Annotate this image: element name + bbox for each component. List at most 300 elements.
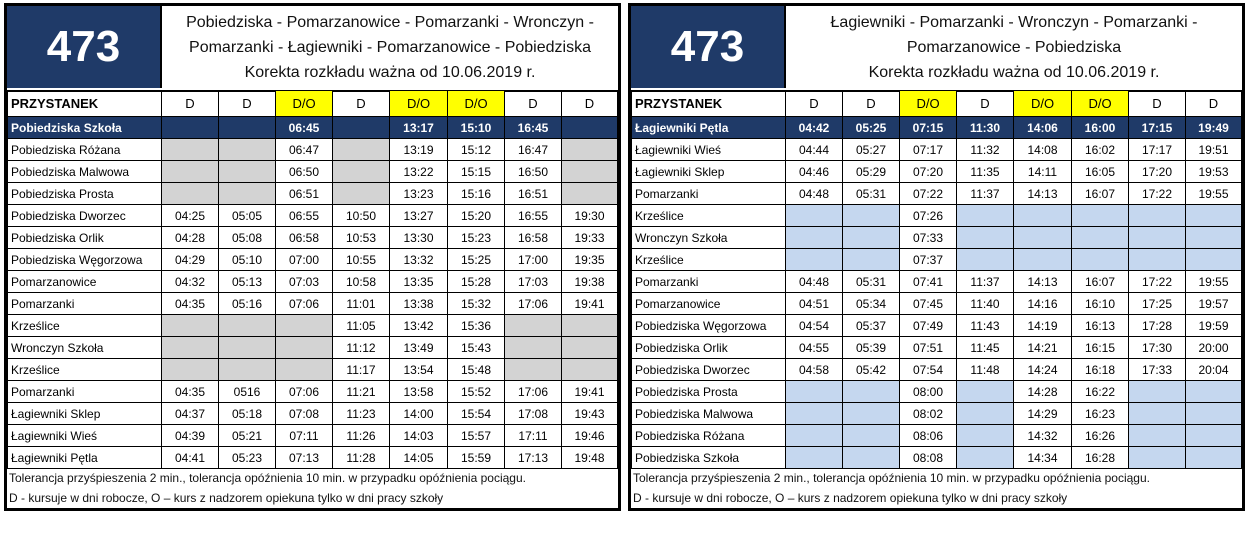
departure-time (1129, 447, 1186, 469)
departure-time: 0516 (219, 381, 276, 403)
table-row (8, 249, 618, 271)
departure-time (219, 161, 276, 183)
departure-time (1014, 227, 1072, 249)
departure-time: 16:00 (1072, 117, 1129, 139)
departure-time: 11:43 (957, 315, 1014, 337)
departure-time: 11:05 (333, 315, 390, 337)
departure-time: 19:57 (1186, 293, 1242, 315)
departure-time (957, 205, 1014, 227)
departure-time: 17:20 (1129, 161, 1186, 183)
trip-type-header: D (957, 91, 1014, 117)
table-row (632, 381, 1242, 403)
departure-time: 07:41 (900, 271, 957, 293)
departure-time (957, 249, 1014, 271)
departure-time (1186, 205, 1242, 227)
departure-time: 04:35 (162, 381, 219, 403)
departure-time: 16:45 (505, 117, 562, 139)
departure-time: 11:37 (957, 271, 1014, 293)
departure-time: 19:33 (562, 227, 618, 249)
departure-time: 07:15 (900, 117, 957, 139)
departure-time (276, 359, 333, 381)
table-row (632, 425, 1242, 447)
departure-time: 08:00 (900, 381, 957, 403)
departure-time: 15:15 (448, 161, 505, 183)
departure-time: 07:11 (276, 425, 333, 447)
departure-time: 17:22 (1129, 183, 1186, 205)
departure-time (786, 381, 843, 403)
departure-time (1186, 249, 1242, 271)
departure-time: 14:06 (1014, 117, 1072, 139)
table-row (632, 249, 1242, 271)
stop-name: Pobiedziska Malwowa (8, 161, 162, 183)
departure-time: 14:13 (1014, 183, 1072, 205)
departure-time (957, 381, 1014, 403)
departure-time (562, 139, 618, 161)
stop-column-header: PRZYSTANEK (8, 91, 162, 117)
timetable-panel-outbound (4, 3, 621, 511)
departure-time (1129, 381, 1186, 403)
departure-time (1186, 227, 1242, 249)
departure-time: 05:31 (843, 271, 900, 293)
departure-time: 15:52 (448, 381, 505, 403)
departure-time: 04:44 (786, 139, 843, 161)
stop-column-header: PRZYSTANEK (632, 91, 786, 117)
departure-time (219, 117, 276, 139)
departure-time: 11:28 (333, 447, 390, 469)
departure-time: 07:22 (900, 183, 957, 205)
departure-time: 13:17 (390, 117, 448, 139)
departure-time: 13:58 (390, 381, 448, 403)
departure-time (505, 359, 562, 381)
departure-time (333, 161, 390, 183)
departure-time: 07:54 (900, 359, 957, 381)
table-row (632, 117, 1242, 139)
route-title-line: Łagiewniki - Pomarzanki - Wronczyn - Pomarzanki - (830, 13, 1198, 31)
departure-time (162, 161, 219, 183)
stop-name: Pobiedziska Dworzec (8, 205, 162, 227)
departure-time (219, 139, 276, 161)
stop-name: Pobiedziska Węgorzowa (8, 249, 162, 271)
departure-time (1072, 205, 1129, 227)
departure-time: 04:48 (786, 271, 843, 293)
table-row (8, 403, 618, 425)
departure-time: 07:13 (276, 447, 333, 469)
table-row (8, 447, 618, 469)
stop-name: Łagiewniki Wieś (8, 425, 162, 447)
timetable-grid (631, 90, 1242, 469)
departure-time: 04:42 (786, 117, 843, 139)
departure-time (843, 447, 900, 469)
table-row (8, 337, 618, 359)
departure-time (162, 337, 219, 359)
departure-time: 07:20 (900, 161, 957, 183)
departure-time: 20:04 (1186, 359, 1242, 381)
departure-time: 06:47 (276, 139, 333, 161)
departure-time: 19:55 (1186, 271, 1242, 293)
departure-time: 19:38 (562, 271, 618, 293)
departure-time: 16:05 (1072, 161, 1129, 183)
departure-time: 13:27 (390, 205, 448, 227)
departure-time (333, 183, 390, 205)
departure-time (276, 315, 333, 337)
trip-type-header: D (219, 91, 276, 117)
departure-time: 11:01 (333, 293, 390, 315)
timetable-header (631, 6, 1242, 92)
departure-time: 05:13 (219, 271, 276, 293)
departure-time (219, 337, 276, 359)
table-row (8, 227, 618, 249)
departure-time: 10:58 (333, 271, 390, 293)
departure-time: 07:06 (276, 381, 333, 403)
departure-time: 07:08 (276, 403, 333, 425)
departure-time: 04:25 (162, 205, 219, 227)
departure-time (505, 337, 562, 359)
departure-time (1129, 205, 1186, 227)
stop-name: Wronczyn Szkoła (8, 337, 162, 359)
departure-time: 04:48 (786, 183, 843, 205)
departure-time: 14:32 (1014, 425, 1072, 447)
departure-time (1072, 227, 1129, 249)
departure-time: 13:49 (390, 337, 448, 359)
departure-time: 11:30 (957, 117, 1014, 139)
departure-time (1072, 249, 1129, 271)
departure-time: 11:48 (957, 359, 1014, 381)
stop-name: Pobiedziska Różana (8, 139, 162, 161)
table-row (632, 271, 1242, 293)
departure-time: 08:08 (900, 447, 957, 469)
departure-time: 17:33 (1129, 359, 1186, 381)
departure-time (1129, 403, 1186, 425)
stop-name: Łagiewniki Pętla (8, 447, 162, 469)
departure-time: 05:08 (219, 227, 276, 249)
stop-name: Pobiedziska Węgorzowa (632, 315, 786, 337)
departure-time (843, 205, 900, 227)
departure-time: 04:32 (162, 271, 219, 293)
departure-time: 04:39 (162, 425, 219, 447)
departure-time: 17:00 (505, 249, 562, 271)
departure-time (843, 403, 900, 425)
stop-name: Łagiewniki Pętla (632, 117, 786, 139)
departure-time (562, 337, 618, 359)
table-row (632, 183, 1242, 205)
departure-time: 05:34 (843, 293, 900, 315)
departure-time: 05:18 (219, 403, 276, 425)
departure-time: 13:22 (390, 161, 448, 183)
stop-name: Łagiewniki Wieś (632, 139, 786, 161)
departure-time (562, 183, 618, 205)
table-row (632, 359, 1242, 381)
table-row (8, 315, 618, 337)
departure-time: 07:26 (900, 205, 957, 227)
departure-time: 19:49 (1186, 117, 1242, 139)
departure-time: 14:19 (1014, 315, 1072, 337)
departure-time (1186, 425, 1242, 447)
departure-time: 04:55 (786, 337, 843, 359)
departure-time (219, 315, 276, 337)
departure-time: 11:32 (957, 139, 1014, 161)
stop-name: Pobiedziska Prosta (632, 381, 786, 403)
departure-time: 19:41 (562, 381, 618, 403)
departure-time: 19:30 (562, 205, 618, 227)
route-title (786, 6, 1242, 88)
table-row (632, 139, 1242, 161)
departure-time: 16:51 (505, 183, 562, 205)
departure-time (957, 227, 1014, 249)
header-row (8, 91, 618, 117)
departure-time (843, 425, 900, 447)
departure-time (786, 425, 843, 447)
departure-time: 14:16 (1014, 293, 1072, 315)
departure-time: 17:03 (505, 271, 562, 293)
departure-time: 14:00 (390, 403, 448, 425)
departure-time: 19:53 (1186, 161, 1242, 183)
departure-time: 07:17 (900, 139, 957, 161)
departure-time: 16:55 (505, 205, 562, 227)
departure-time (162, 183, 219, 205)
departure-time: 13:32 (390, 249, 448, 271)
departure-time (562, 117, 618, 139)
departure-time: 14:03 (390, 425, 448, 447)
table-row (632, 205, 1242, 227)
departure-time: 05:23 (219, 447, 276, 469)
departure-time (162, 117, 219, 139)
table-row (8, 139, 618, 161)
stop-name: Krześlice (8, 359, 162, 381)
table-row (632, 403, 1242, 425)
departure-time: 16:26 (1072, 425, 1129, 447)
departure-time: 19:46 (562, 425, 618, 447)
departure-time: 11:45 (957, 337, 1014, 359)
departure-time: 14:08 (1014, 139, 1072, 161)
departure-time: 20:00 (1186, 337, 1242, 359)
departure-time: 04:46 (786, 161, 843, 183)
table-row (8, 381, 618, 403)
table-row (8, 293, 618, 315)
departure-time: 04:29 (162, 249, 219, 271)
departure-time: 14:05 (390, 447, 448, 469)
departure-time: 07:49 (900, 315, 957, 337)
departure-time: 14:24 (1014, 359, 1072, 381)
stop-name: Pobiedziska Orlik (8, 227, 162, 249)
departure-time: 10:50 (333, 205, 390, 227)
departure-time: 17:28 (1129, 315, 1186, 337)
departure-time: 07:37 (900, 249, 957, 271)
departure-time: 04:35 (162, 293, 219, 315)
departure-time (276, 337, 333, 359)
table-row (8, 117, 618, 139)
departure-time (562, 359, 618, 381)
departure-time (1129, 425, 1186, 447)
stop-name: Pomarzanki (632, 183, 786, 205)
departure-time: 16:07 (1072, 183, 1129, 205)
stop-name: Krześlice (632, 249, 786, 271)
departure-time: 19:48 (562, 447, 618, 469)
legend-note: D - kursuje w dni robocze, O – kurs z nadzorem opiekuna tylko w dni pracy szkoły (9, 491, 444, 505)
stop-name: Pobiedziska Orlik (632, 337, 786, 359)
departure-time (333, 117, 390, 139)
departure-time: 11:35 (957, 161, 1014, 183)
route-number: 473 (631, 6, 786, 88)
departure-time: 07:45 (900, 293, 957, 315)
departure-time (162, 359, 219, 381)
timetable-header (7, 6, 618, 92)
departure-time (162, 139, 219, 161)
table-row (8, 271, 618, 293)
departure-time: 15:10 (448, 117, 505, 139)
departure-time (1186, 447, 1242, 469)
departure-time (786, 205, 843, 227)
departure-time: 13:42 (390, 315, 448, 337)
departure-time: 07:06 (276, 293, 333, 315)
table-row (632, 447, 1242, 469)
header-row (632, 91, 1242, 117)
trip-type-header: D/O (448, 91, 505, 117)
departure-time: 05:29 (843, 161, 900, 183)
departure-time: 17:06 (505, 381, 562, 403)
departure-time: 05:10 (219, 249, 276, 271)
departure-time: 04:58 (786, 359, 843, 381)
departure-time: 07:33 (900, 227, 957, 249)
table-row (632, 337, 1242, 359)
departure-time: 16:07 (1072, 271, 1129, 293)
stop-name: Pomarzanki (632, 271, 786, 293)
stop-name: Pobiedziska Malwowa (632, 403, 786, 425)
departure-time: 15:54 (448, 403, 505, 425)
departure-time: 08:02 (900, 403, 957, 425)
departure-time: 15:28 (448, 271, 505, 293)
departure-time: 06:45 (276, 117, 333, 139)
departure-time (1186, 381, 1242, 403)
departure-time (562, 161, 618, 183)
departure-time: 04:54 (786, 315, 843, 337)
departure-time (162, 315, 219, 337)
departure-time: 17:13 (505, 447, 562, 469)
stop-name: Pobiedziska Szkoła (632, 447, 786, 469)
trip-type-header: D/O (1014, 91, 1072, 117)
departure-time: 15:16 (448, 183, 505, 205)
stop-name: Pomarzanowice (8, 271, 162, 293)
route-title-line: Pobiedziska - Pomarzanowice - Pomarzanki - Wronczyn - (186, 13, 594, 31)
departure-time (843, 227, 900, 249)
stop-name: Pomarzanki (8, 293, 162, 315)
departure-time: 11:26 (333, 425, 390, 447)
departure-time (333, 139, 390, 161)
departure-time: 19:35 (562, 249, 618, 271)
departure-time: 16:10 (1072, 293, 1129, 315)
departure-time: 16:28 (1072, 447, 1129, 469)
departure-time: 13:19 (390, 139, 448, 161)
table-row (632, 227, 1242, 249)
departure-time: 14:34 (1014, 447, 1072, 469)
departure-time (1014, 205, 1072, 227)
departure-time: 17:11 (505, 425, 562, 447)
stop-name: Pobiedziska Szkoła (8, 117, 162, 139)
departure-time: 13:30 (390, 227, 448, 249)
stop-name: Pobiedziska Różana (632, 425, 786, 447)
departure-time: 05:39 (843, 337, 900, 359)
table-row (8, 161, 618, 183)
route-title (162, 6, 618, 88)
departure-time: 19:51 (1186, 139, 1242, 161)
departure-time: 15:20 (448, 205, 505, 227)
trip-type-header: D/O (1072, 91, 1129, 117)
departure-time (957, 425, 1014, 447)
departure-time (1014, 249, 1072, 271)
departure-time (1129, 227, 1186, 249)
departure-time (219, 183, 276, 205)
departure-time (786, 403, 843, 425)
departure-time: 15:48 (448, 359, 505, 381)
departure-time (505, 315, 562, 337)
departure-time (1129, 249, 1186, 271)
stop-name: Pomarzanki (8, 381, 162, 403)
departure-time: 06:55 (276, 205, 333, 227)
departure-time: 11:23 (333, 403, 390, 425)
departure-time: 16:15 (1072, 337, 1129, 359)
stop-name: Pobiedziska Prosta (8, 183, 162, 205)
departure-time: 16:50 (505, 161, 562, 183)
departure-time: 16:02 (1072, 139, 1129, 161)
departure-time: 05:25 (843, 117, 900, 139)
route-number: 473 (7, 6, 162, 88)
stop-name: Wronczyn Szkoła (632, 227, 786, 249)
trip-type-header: D (562, 91, 618, 117)
departure-time (957, 403, 1014, 425)
trip-type-header: D (333, 91, 390, 117)
departure-time: 16:22 (1072, 381, 1129, 403)
departure-time: 06:50 (276, 161, 333, 183)
departure-time: 17:22 (1129, 271, 1186, 293)
stop-name: Krześlice (632, 205, 786, 227)
departure-time: 17:25 (1129, 293, 1186, 315)
departure-time: 11:40 (957, 293, 1014, 315)
table-row (632, 161, 1242, 183)
departure-time: 06:58 (276, 227, 333, 249)
departure-time: 08:06 (900, 425, 957, 447)
validity-note: Korekta rozkładu ważna od 10.06.2019 r. (868, 63, 1160, 81)
trip-type-header: D (843, 91, 900, 117)
departure-time: 16:13 (1072, 315, 1129, 337)
tolerance-note: Tolerancja przyśpieszenia 2 min., tolerancja opóźnienia 10 min. w przypadku opóźnienia pociągu. (633, 471, 1150, 485)
departure-time: 15:32 (448, 293, 505, 315)
departure-time: 19:59 (1186, 315, 1242, 337)
departure-time: 15:12 (448, 139, 505, 161)
departure-time: 04:28 (162, 227, 219, 249)
table-row (632, 315, 1242, 337)
trip-type-header: D/O (276, 91, 333, 117)
departure-time: 06:51 (276, 183, 333, 205)
departure-time (562, 315, 618, 337)
departure-time: 16:18 (1072, 359, 1129, 381)
departure-time: 15:57 (448, 425, 505, 447)
departure-time: 16:47 (505, 139, 562, 161)
departure-time: 16:23 (1072, 403, 1129, 425)
stop-name: Łagiewniki Sklep (632, 161, 786, 183)
departure-time: 14:13 (1014, 271, 1072, 293)
departure-time: 05:42 (843, 359, 900, 381)
departure-time: 17:30 (1129, 337, 1186, 359)
departure-time: 14:21 (1014, 337, 1072, 359)
departure-time: 15:23 (448, 227, 505, 249)
stop-name: Łagiewniki Sklep (8, 403, 162, 425)
departure-time (957, 447, 1014, 469)
table-row (8, 425, 618, 447)
departure-time: 07:00 (276, 249, 333, 271)
trip-type-header: D/O (390, 91, 448, 117)
departure-time: 19:43 (562, 403, 618, 425)
departure-time: 14:29 (1014, 403, 1072, 425)
route-title-line: Pomarzanowice - Pobiedziska (906, 38, 1122, 56)
